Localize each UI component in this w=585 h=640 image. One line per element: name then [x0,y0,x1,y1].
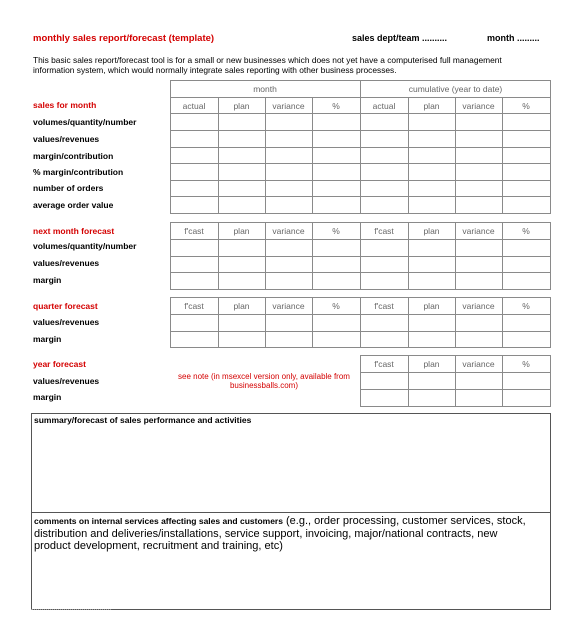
year-forecast-note: see note (in msexcel version only, available from businessballs.com) [178,372,350,390]
summary-title: summary/forecast of sales performance and activities [34,415,252,425]
row-label: values/revenues [33,317,100,327]
description-line-1: This basic sales report/forecast tool is for a small or new businesses which does not yet have a computerised full management [33,55,502,65]
column-header: f'cast [374,226,394,236]
grid-vline [408,355,409,406]
column-header: variance [462,359,495,369]
row-label: margin/contribution [33,151,114,161]
column-header: % [332,101,340,111]
column-header: % [332,301,340,311]
column-header: variance [462,101,495,111]
column-header: plan [423,226,440,236]
column-header: variance [462,301,495,311]
column-header: plan [423,101,440,111]
row-label: margin [33,334,62,344]
column-header: % [522,359,530,369]
grid-hline [170,289,551,290]
grid-vline [360,222,361,289]
row-label: margin [33,275,62,285]
column-header: % [522,101,530,111]
grid-vline [550,355,551,406]
comments-description: (e.g., order processing, customer services, stock, distribution and deliveries/installations, service support, invoicing, major/national contracts, new product development, recruitment and training, etc) [34,515,526,552]
grid-vline [550,97,551,213]
grid-vline [360,355,361,406]
grid-vline [502,355,503,406]
row-label: volumes/quantity/number [33,117,137,127]
grid-vline [502,97,503,213]
grid-vline [408,222,409,289]
grid-vline [455,355,456,406]
page-title: monthly sales report/forecast (template) [33,33,215,44]
row-label: % margin/contribution [33,167,124,177]
section-title-next-month: next month forecast [33,226,115,236]
description-line-2: information system, which would normally integrate sales reporting with other business processes. [33,65,397,75]
column-header: f'cast [184,301,204,311]
grid-vline [360,97,361,213]
grid-vline [502,222,503,289]
sales-dept-field[interactable]: sales dept/team .......... [352,33,448,43]
grid-hline [170,347,551,348]
grid-vline [312,97,313,213]
grid-vline [455,97,456,213]
month-field[interactable]: month ......... [487,33,540,43]
column-header: plan [233,101,250,111]
grid-vline [502,297,503,347]
grid-vline [455,297,456,347]
group-header-month: month [253,84,277,94]
column-header: plan [233,301,250,311]
column-header: plan [423,301,440,311]
column-header: variance [272,301,305,311]
summary-box[interactable] [31,413,551,513]
grid-vline [265,222,266,289]
comments-title: comments on internal services affecting sales and customers [34,516,283,526]
section-title-year: year forecast [33,359,86,369]
column-header: % [332,226,340,236]
grid-vline [360,297,361,347]
row-label: margin [33,392,62,402]
row-label: values/revenues [33,376,100,386]
column-header: % [522,226,530,236]
grid-vline [218,297,219,347]
grid-hline [360,406,551,407]
row-label: values/revenues [33,134,100,144]
grid-vline [408,97,409,213]
grid-vline [455,222,456,289]
row-label: values/revenues [33,258,100,268]
section-title-sales-for-month: sales for month [33,100,97,110]
grid-vline [218,222,219,289]
grid-vline [170,97,171,213]
column-header: f'cast [374,359,394,369]
grid-vline [218,97,219,213]
column-header: plan [423,359,440,369]
row-label: number of orders [33,183,104,193]
grid-vline [265,297,266,347]
row-label: average order value [33,200,114,210]
grid-hline [170,213,551,214]
column-header: actual [182,101,206,111]
comments-text [34,515,534,553]
column-header: % [522,301,530,311]
grid-vline [170,297,171,347]
cutoff-line [31,609,111,612]
grid-vline [408,297,409,347]
group-header-cumulative: cumulative (year to date) [408,84,503,94]
section-title-quarter: quarter forecast [33,301,98,311]
column-header: f'cast [374,301,394,311]
grid-vline [170,222,171,289]
column-header: variance [272,226,305,236]
row-label: volumes/quantity/number [33,241,137,251]
grid-vline [550,297,551,347]
grid-vline [312,222,313,289]
comments-box[interactable] [31,512,551,610]
grid-vline [550,222,551,289]
column-header: variance [462,226,495,236]
column-header: f'cast [184,226,204,236]
grid-vline [265,97,266,213]
column-header: plan [233,226,250,236]
grid-vline [312,297,313,347]
column-header: variance [272,101,305,111]
column-header: actual [372,101,396,111]
